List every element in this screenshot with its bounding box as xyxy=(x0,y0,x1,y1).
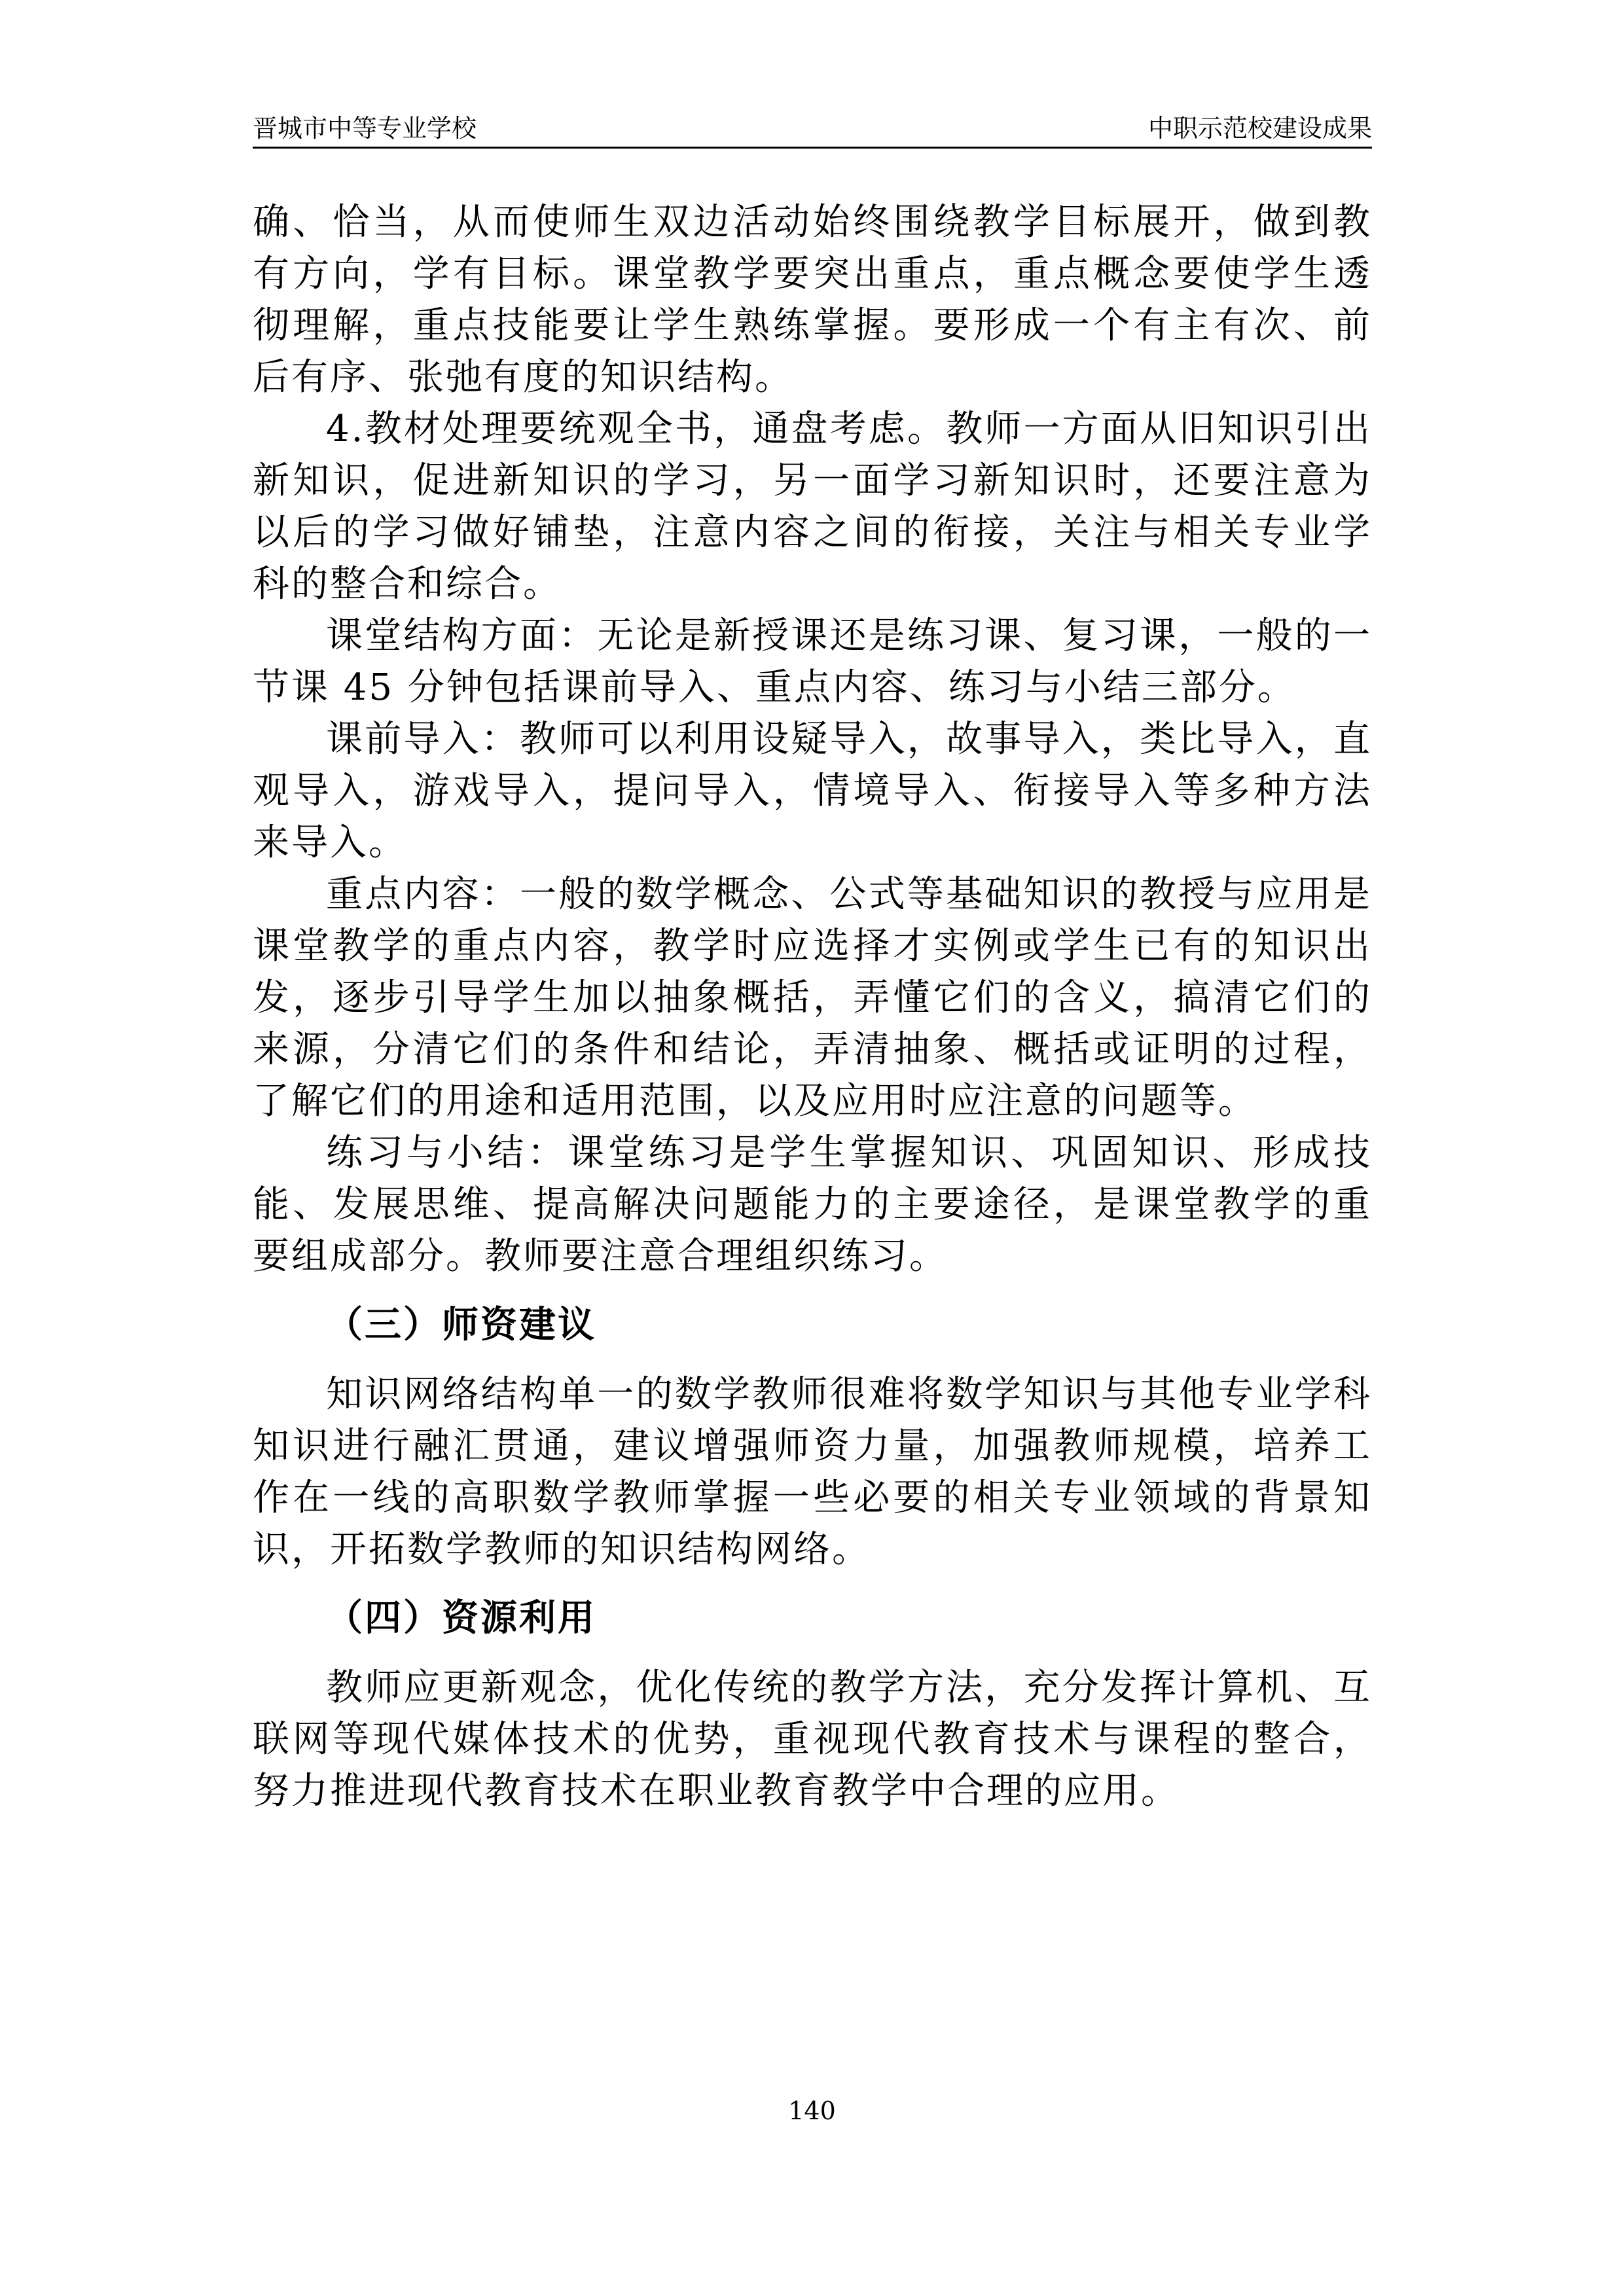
section-heading-teacher-advice: （三）师资建议 xyxy=(326,1304,596,1346)
paragraph-textbook-handling: 4.教材处理要统观全书，通盘考虑。教师一方面从旧知识引出新知识，促进新知识的学习，另一面学习新知识时，还要注意为以后的学习做好铺垫，注意内容之间的衔接，关注与相关专业学科的整合和综合。 xyxy=(253,408,1372,605)
paragraph-teacher-advice: 知识网络结构单一的数学教师很难将数学知识与其他专业学科知识进行融汇贯通，建议增强师资力量，加强教师规模，培养工作在一线的高职数学教师掌握一些必要的相关专业领域的背景知识，开拓数学教师的知识结构网络。 xyxy=(253,1373,1372,1571)
paragraph-introduction: 课前导入：教师可以利用设疑导入，故事导入，类比导入，直观导入，游戏导入，提问导入，情境导入、衔接导入等多种方法来导入。 xyxy=(253,718,1372,864)
paragraph-practice-summary: 练习与小结：课堂练习是学生掌握知识、巩固知识、形成技能、发展思维、提高解决问题能力的主要途径，是课堂教学的重要组成部分。教师要注意合理组织练习。 xyxy=(253,1132,1372,1278)
page-number: 140 xyxy=(788,2096,836,2125)
paragraph-resource-use: 教师应更新观念，优化传统的教学方法，充分发挥计算机、互联网等现代媒体技术的优势，重视现代教育技术与课程的整合，努力推进现代教育技术在职业教育教学中合理的应用。 xyxy=(253,1666,1372,1812)
header-school-name: 晋城市中等专业学校 xyxy=(253,114,477,143)
page-header xyxy=(253,110,1372,149)
paragraph-key-content: 重点内容：一般的数学概念、公式等基础知识的教授与应用是课堂教学的重点内容，教学时应选择才实例或学生已有的知识出发，逐步引导学生加以抽象概括，弄懂它们的含义，搞清它们的来源，分清它们的条件和结论，弄清抽象、概括或证明的过程，了解它们的用途和适用范围，以及应用时应注意的问题等。 xyxy=(253,873,1372,1122)
paragraph-class-structure: 课堂结构方面：无论是新授课还是练习课、复习课，一般的一节课 45 分钟包括课前导入、重点内容、练习与小结三部分。 xyxy=(253,615,1372,709)
section-heading-resource-use: （四）资源利用 xyxy=(326,1597,596,1640)
page-body xyxy=(253,196,1372,1817)
paragraph-continuation: 确、恰当，从而使师生双边活动始终围绕教学目标展开，做到教有方向，学有目标。课堂教学要突出重点，重点概念要使学生透彻理解，重点技能要让学生熟练掌握。要形成一个有主有次、前后有序、张弛有度的知识结构。 xyxy=(253,201,1372,399)
header-document-title: 中职示范校建设成果 xyxy=(1147,114,1372,143)
